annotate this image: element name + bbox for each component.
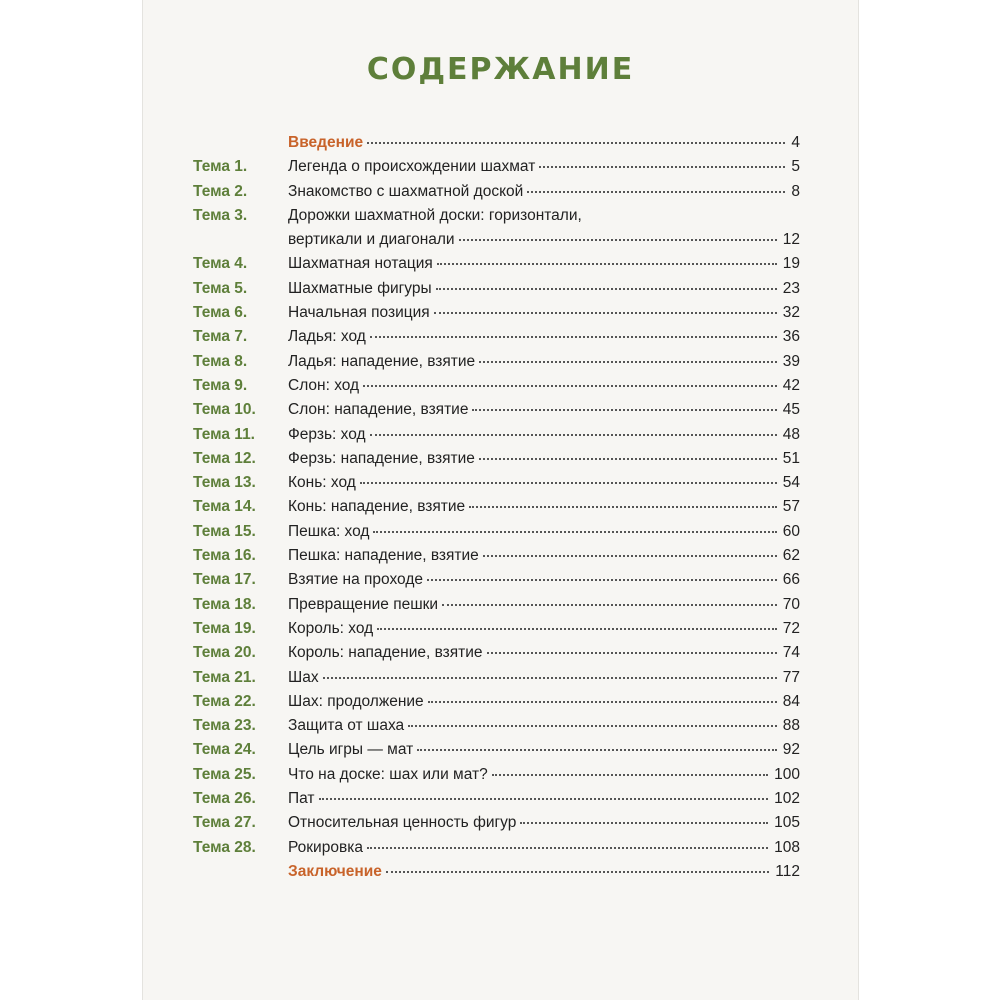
toc-entry-title: Ферзь: нападение, взятие	[288, 449, 475, 467]
dot-leader	[539, 166, 785, 168]
toc-entry	[143, 447, 858, 471]
toc-entry-page-number: 88	[782, 717, 800, 735]
toc-entry-label: Тема 3.	[193, 206, 248, 224]
toc-entry	[143, 180, 858, 204]
toc-entry-page-number: 48	[782, 425, 800, 443]
toc-entry-label: Тема 2.	[193, 182, 248, 200]
dot-leader	[417, 749, 777, 751]
toc-entry-title: Ладья: нападение, взятие	[288, 352, 476, 370]
toc-entry-title: Король: ход	[288, 619, 374, 637]
toc-entry-label: Тема 22.	[193, 692, 256, 710]
toc-entry-page-number: 105	[774, 814, 800, 832]
toc-entry	[143, 495, 858, 519]
toc-entry-page-number: 5	[791, 158, 800, 176]
toc-entry-page-number: 19	[782, 255, 800, 273]
dot-leader	[442, 604, 777, 606]
toc-entry-page-number: 4	[791, 134, 800, 151]
toc-entry	[143, 811, 858, 835]
dot-leader	[437, 263, 777, 265]
toc-entry-title: Введение	[288, 134, 364, 151]
toc-entry-page-number: 102	[774, 790, 800, 808]
toc-entry-body	[288, 863, 800, 887]
toc-entry	[143, 350, 858, 374]
toc-entry-line	[288, 863, 800, 887]
toc-entry-title: Конь: ход	[288, 474, 356, 492]
toc-entry-label: Тема 26.	[193, 790, 256, 808]
toc-entry-label: Тема 18.	[193, 595, 256, 613]
toc-entry-label: Тема 28.	[193, 838, 256, 856]
dot-leader	[367, 142, 785, 144]
toc-entry-title: Пешка: нападение, взятие	[288, 547, 479, 565]
dot-leader	[428, 701, 777, 703]
toc-entry-label: Тема 5.	[193, 279, 248, 297]
toc-entry-title: Ферзь: ход	[288, 425, 366, 443]
toc-entry-page-number: 66	[782, 571, 800, 589]
dot-leader	[319, 798, 769, 800]
dot-leader	[367, 847, 768, 849]
toc-entry-label: Тема 17.	[193, 571, 256, 589]
toc-entry-label: Тема 27.	[193, 814, 256, 832]
toc-entry-title: Защита от шаха	[288, 717, 405, 735]
toc-entry-title: Что на доске: шах или мат?	[288, 765, 488, 783]
toc-entry	[143, 325, 858, 349]
toc-entry	[143, 787, 858, 811]
toc-entry-title: Ладья: ход	[288, 328, 366, 346]
toc-entry-title: Пат	[288, 790, 315, 808]
toc-entry-page-number: 84	[782, 692, 800, 710]
toc-entry-label: Тема 23.	[193, 717, 256, 735]
toc-entry-label: Тема 1.	[193, 158, 248, 176]
toc-entry-label: Тема 10.	[193, 401, 256, 419]
toc-entry-page-number: 12	[782, 231, 800, 249]
dot-leader	[373, 531, 776, 533]
toc-entry-label: Тема 4.	[193, 255, 248, 273]
dot-leader	[483, 555, 777, 557]
toc-entry-label: Тема 11.	[193, 425, 255, 443]
toc-entry-page-number: 32	[782, 304, 800, 322]
toc-entry-title: Король: нападение, взятие	[288, 644, 483, 662]
toc-entry	[143, 277, 858, 301]
toc-entry	[143, 301, 858, 325]
dot-leader	[377, 628, 777, 630]
toc-entry	[143, 836, 858, 860]
toc-entry	[143, 544, 858, 568]
toc-entry	[143, 520, 858, 544]
toc-entry-title: Заключение	[288, 862, 382, 880]
page-title: СОДЕРЖАНИЕ	[366, 52, 635, 87]
dot-leader	[434, 312, 777, 314]
toc-entry-title: Знакомство с шахматной доской	[288, 182, 524, 200]
toc-entry-title: Шахматные фигуры	[288, 279, 432, 297]
dot-leader	[386, 871, 769, 873]
toc-entry-page-number: 70	[782, 595, 800, 613]
toc-entry-title: вертикали и диагонали	[288, 231, 455, 249]
toc-entry-label: Тема 8.	[193, 352, 248, 370]
toc-entry-label: Тема 15.	[193, 522, 256, 540]
toc-entry-title: Дорожки шахматной доски: горизонтали,	[288, 206, 582, 224]
dot-leader	[436, 288, 777, 290]
dot-leader	[487, 652, 777, 654]
toc-entry-label: Тема 19.	[193, 619, 256, 637]
toc-entry-title: Рокировка	[288, 838, 363, 856]
toc-entry	[143, 763, 858, 787]
toc-entry-label: Тема 14.	[193, 498, 256, 516]
toc-entry-label: Тема 16.	[193, 547, 256, 565]
dot-leader	[323, 677, 777, 679]
toc-entry-page-number: 42	[782, 376, 800, 394]
book-page	[142, 0, 859, 1000]
dot-leader	[370, 336, 777, 338]
dot-leader	[360, 482, 777, 484]
dot-leader	[492, 774, 768, 776]
toc-entry	[143, 666, 858, 690]
toc-entry-page-number: 23	[782, 279, 800, 297]
toc-entry-page-number: 51	[782, 449, 800, 467]
toc-entry-page-number: 100	[774, 765, 800, 783]
dot-leader	[459, 239, 777, 241]
dot-leader	[370, 434, 777, 436]
toc-entry-title: Легенда о происхождении шахмат	[288, 158, 536, 176]
toc-entry	[143, 423, 858, 447]
toc-entry-page-number: 112	[775, 862, 800, 880]
toc-entry-title: Шах: продолжение	[288, 692, 424, 710]
toc-entry	[143, 374, 858, 398]
toc-entry-title: Конь: нападение, взятие	[288, 498, 466, 516]
toc-entry-title: Взятие на проходе	[288, 571, 423, 589]
dot-leader	[479, 361, 777, 363]
toc-entry-label: Тема 25.	[193, 765, 256, 783]
dot-leader	[479, 458, 777, 460]
toc-entry	[143, 690, 858, 714]
toc-entry-title: Относительная ценность фигур	[288, 814, 517, 832]
toc-entry-page-number: 62	[782, 547, 800, 565]
toc-entry	[143, 204, 858, 253]
dot-leader	[469, 506, 777, 508]
toc-entry	[143, 252, 858, 276]
toc-entry-title: Слон: ход	[288, 376, 360, 394]
toc-entry-page-number: 74	[782, 644, 800, 662]
toc-entry-page-number: 92	[782, 741, 800, 759]
toc-entry-title: Цель игры — мат	[288, 741, 414, 759]
toc-entry	[143, 593, 858, 617]
toc-entry	[143, 568, 858, 592]
toc-entry-title: Пешка: ход	[288, 522, 370, 540]
toc-entry-page-number: 108	[774, 838, 800, 856]
dot-leader	[527, 191, 785, 193]
toc-entry	[143, 714, 858, 738]
toc-entry-page-number: 39	[782, 352, 800, 370]
toc-entry-label: Тема 20.	[193, 644, 256, 662]
toc-entry-label: Тема 6.	[193, 304, 248, 322]
toc-entry-page-number: 45	[782, 401, 800, 419]
toc-entry-label: Тема 24.	[193, 741, 256, 759]
toc-entry-page-number: 36	[782, 328, 800, 346]
toc-entry-label: Тема 7.	[193, 328, 248, 346]
toc-entry-body	[288, 207, 800, 256]
toc-entry-label: Тема 21.	[193, 668, 256, 686]
toc-entry	[143, 641, 858, 665]
toc-entry-title: Шахматная нотация	[288, 255, 433, 273]
toc-entry	[143, 155, 858, 179]
dot-leader	[427, 579, 777, 581]
toc-entry-page-number: 57	[782, 498, 800, 516]
toc-entry-page-number: 77	[782, 668, 800, 686]
toc-entry-page-number: 8	[791, 182, 800, 200]
toc-entry	[143, 471, 858, 495]
toc-entry	[143, 617, 858, 641]
toc-entry	[143, 738, 858, 762]
toc-entry-page-number: 60	[782, 522, 800, 540]
toc-entry	[143, 860, 858, 884]
dot-leader	[520, 822, 768, 824]
toc-entry-title: Превращение пешки	[288, 595, 439, 613]
dot-leader	[472, 409, 776, 411]
toc-entry-page-number: 54	[782, 474, 800, 492]
toc-entry-label: Тема 13.	[193, 474, 256, 492]
toc-entry-label: Тема 12.	[193, 449, 256, 467]
dot-leader	[408, 725, 777, 727]
toc-entry-line	[288, 207, 800, 231]
table-of-contents	[143, 131, 858, 884]
toc-entry-title: Шах	[288, 668, 319, 686]
dot-leader	[363, 385, 777, 387]
toc-entry-page-number: 72	[782, 619, 800, 637]
toc-entry	[143, 131, 858, 155]
toc-entry	[143, 398, 858, 422]
toc-entry-title: Слон: нападение, взятие	[288, 401, 469, 419]
toc-entry-title: Начальная позиция	[288, 304, 430, 322]
toc-entry-label: Тема 9.	[193, 376, 248, 394]
